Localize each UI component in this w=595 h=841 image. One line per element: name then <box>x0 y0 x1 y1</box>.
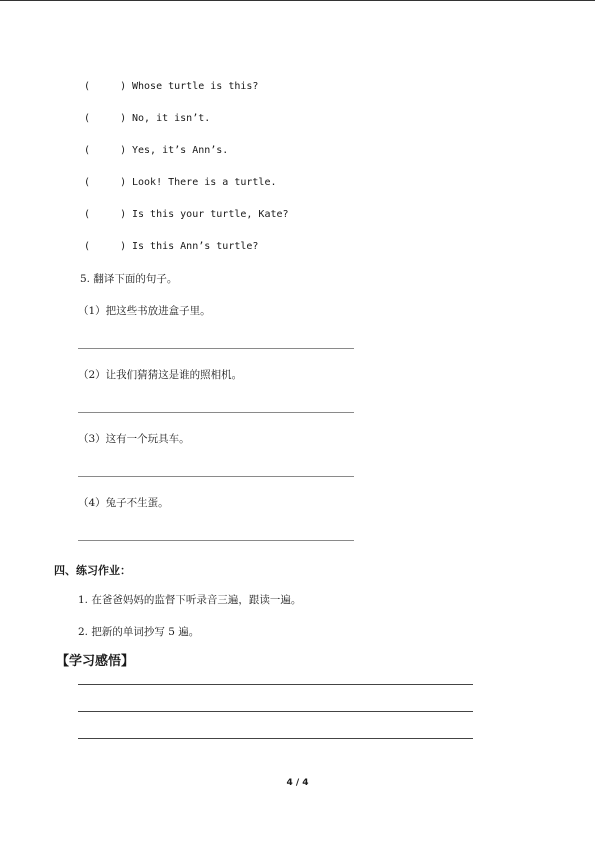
homework-heading: 四、练习作业： <box>54 564 131 577</box>
reflection-heading: 【学习感悟】 <box>56 654 135 669</box>
dialogue-text: Yes, it’s Ann’s. <box>132 145 229 156</box>
reflection-line[interactable] <box>78 738 473 739</box>
dialogue-item: ( ) Look! There is a turtle. <box>84 177 277 188</box>
translate-item: （1）把这些书放进盒子里。 <box>78 305 211 317</box>
reflection-line[interactable] <box>78 684 473 685</box>
answer-line[interactable] <box>78 412 354 413</box>
dialogue-text: Whose turtle is this? <box>132 81 259 92</box>
page-number: 4 / 4 <box>286 778 309 788</box>
translate-item: （2）让我们猜猜这是谁的照相机。 <box>78 369 243 381</box>
translate-heading: 5. 翻译下面的句子。 <box>80 273 178 285</box>
dialogue-item: ( ) No, it isn’t. <box>84 113 211 124</box>
dialogue-item: ( ) Yes, it’s Ann’s. <box>84 145 229 156</box>
dialogue-item: ( ) Is this Ann’s turtle? <box>84 241 259 252</box>
answer-line[interactable] <box>78 476 354 477</box>
answer-line[interactable] <box>78 348 354 349</box>
page-top-border <box>0 0 595 1</box>
homework-item: 2. 把新的单词抄写 5 遍。 <box>78 626 200 638</box>
dialogue-item: ( ) Is this your turtle, Kate? <box>84 209 289 220</box>
dialogue-text: Look! There is a turtle. <box>132 177 277 188</box>
dialogue-item: ( ) Whose turtle is this? <box>84 81 259 92</box>
dialogue-text: Is this Ann’s turtle? <box>132 241 259 252</box>
reflection-line[interactable] <box>78 711 473 712</box>
dialogue-text: Is this your turtle, Kate? <box>132 209 289 220</box>
homework-item: 1. 在爸爸妈妈的监督下听录音三遍，跟读一遍。 <box>78 594 302 606</box>
translate-item: （4）兔子不生蛋。 <box>78 497 169 509</box>
translate-item: （3）这有一个玩具车。 <box>78 433 190 445</box>
dialogue-text: No, it isn’t. <box>132 113 211 124</box>
answer-line[interactable] <box>78 540 354 541</box>
